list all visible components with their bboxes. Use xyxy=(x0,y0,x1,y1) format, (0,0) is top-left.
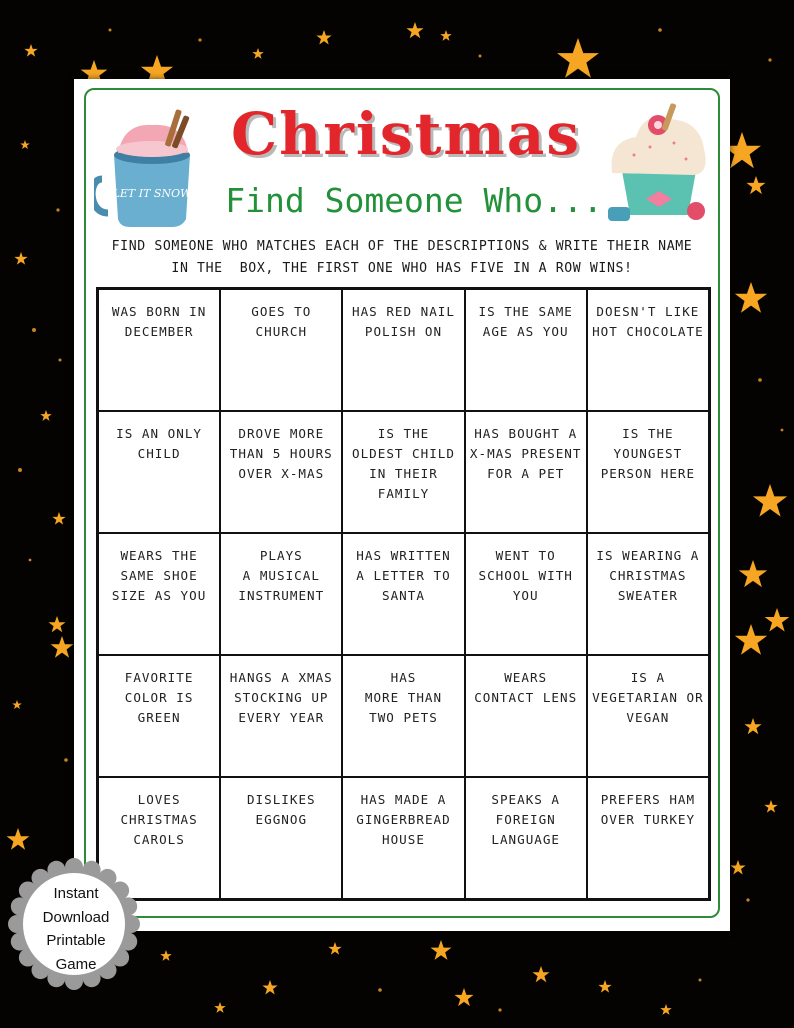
cell-text: DROVE MORE THAN 5 HOURS OVER X-MAS xyxy=(229,426,333,481)
grid-cell[interactable] xyxy=(587,655,709,777)
cell-text: HAS RED NAIL POLISH ON xyxy=(351,304,455,339)
cell-text: WEARS CONTACT LENS xyxy=(474,670,578,705)
grid-cell[interactable] xyxy=(465,533,587,655)
cell-text: DOESN'T LIKE HOT CHOCOLATE xyxy=(592,304,704,339)
cell-text: SPEAKS A FOREIGN LANGUAGE xyxy=(491,792,561,847)
cell-text: HAS WRITTEN A LETTER TO SANTA xyxy=(356,548,451,603)
instructions-line-1: FIND SOMEONE WHO MATCHES EACH OF THE DESCRIPTIONS & WRITE THEIR NAME xyxy=(111,239,693,254)
cell-text: IS AN ONLY CHILD xyxy=(116,426,202,461)
cell-text: PLAYS A MUSICAL INSTRUMENT xyxy=(238,548,325,603)
grid-cell[interactable] xyxy=(587,533,709,655)
badge-line-3: Printable xyxy=(46,932,106,949)
cell-text: WAS BORN IN DECEMBER xyxy=(111,304,207,339)
grid-cell[interactable] xyxy=(465,411,587,533)
grid-cell[interactable] xyxy=(465,289,587,411)
badge-line-2: Download xyxy=(42,908,110,926)
cell-text: WENT TO SCHOOL WITH YOU xyxy=(478,548,573,603)
grid-cell[interactable] xyxy=(342,777,464,899)
cell-text: IS WEARING A CHRISTMAS SWEATER xyxy=(596,548,700,603)
grid-cell[interactable] xyxy=(98,289,220,411)
grid-cell[interactable] xyxy=(587,289,709,411)
grid-cell[interactable] xyxy=(98,533,220,655)
mug-text: LET IT SNOW xyxy=(112,187,192,200)
cell-text: HAS MORE THAN TWO PETS xyxy=(364,670,443,725)
grid-cell[interactable] xyxy=(220,777,342,899)
grid-cell[interactable] xyxy=(587,411,709,533)
grid-cell[interactable] xyxy=(98,411,220,533)
cell-text: LOVES CHRISTMAS CAROLS xyxy=(120,792,198,847)
cell-text: HANGS A XMAS STOCKING UP EVERY YEAR xyxy=(229,670,333,725)
instructions xyxy=(104,236,700,280)
printable-sheet xyxy=(74,79,730,931)
grid-cell[interactable] xyxy=(342,289,464,411)
grid-cell[interactable] xyxy=(465,777,587,899)
cell-text: GOES TO CHURCH xyxy=(251,304,312,339)
cupcake-illustration xyxy=(604,103,714,228)
grid-cell[interactable] xyxy=(342,411,464,533)
cell-text: PREFERS HAM OVER TURKEY xyxy=(600,792,696,827)
cell-text: HAS MADE A GINGERBREAD HOUSE xyxy=(356,792,451,847)
cell-text: FAVORITE COLOR IS GREEN xyxy=(124,670,194,725)
badge-line-1: Instant xyxy=(53,885,99,902)
page-title: Christmas xyxy=(231,100,581,168)
grid-cell[interactable] xyxy=(587,777,709,899)
grid-cell[interactable] xyxy=(342,655,464,777)
cell-text: IS THE YOUNGEST PERSON HERE xyxy=(600,426,696,481)
grid-cell[interactable] xyxy=(342,533,464,655)
badge-line-4: Game xyxy=(55,955,97,973)
cell-text: IS A VEGETARIAN OR VEGAN xyxy=(592,670,704,725)
cell-text: DISLIKES EGGNOG xyxy=(246,792,316,827)
cell-text: IS THE SAME AGE AS YOU xyxy=(478,304,573,339)
grid-cell[interactable] xyxy=(220,533,342,655)
bingo-grid xyxy=(96,287,711,901)
grid-cell[interactable] xyxy=(98,655,220,777)
grid-cell[interactable] xyxy=(465,655,587,777)
page-subtitle: Find Someone Who... xyxy=(225,181,603,220)
grid-cell[interactable] xyxy=(220,411,342,533)
cell-text: WEARS THE SAME SHOE SIZE AS YOU xyxy=(111,548,207,603)
badge-text xyxy=(18,882,134,976)
instructions-line-2: IN THE BOX, THE FIRST ONE WHO HAS FIVE IN A ROW WINS! xyxy=(171,261,633,276)
cell-text: HAS BOUGHT A X-MAS PRESENT FOR A PET xyxy=(469,426,582,481)
grid-cell[interactable] xyxy=(220,289,342,411)
grid-cell[interactable] xyxy=(220,655,342,777)
hot-cocoa-mug-illustration xyxy=(94,109,204,229)
cell-text: IS THE OLDEST CHILD IN THEIR FAMILY xyxy=(351,426,455,501)
